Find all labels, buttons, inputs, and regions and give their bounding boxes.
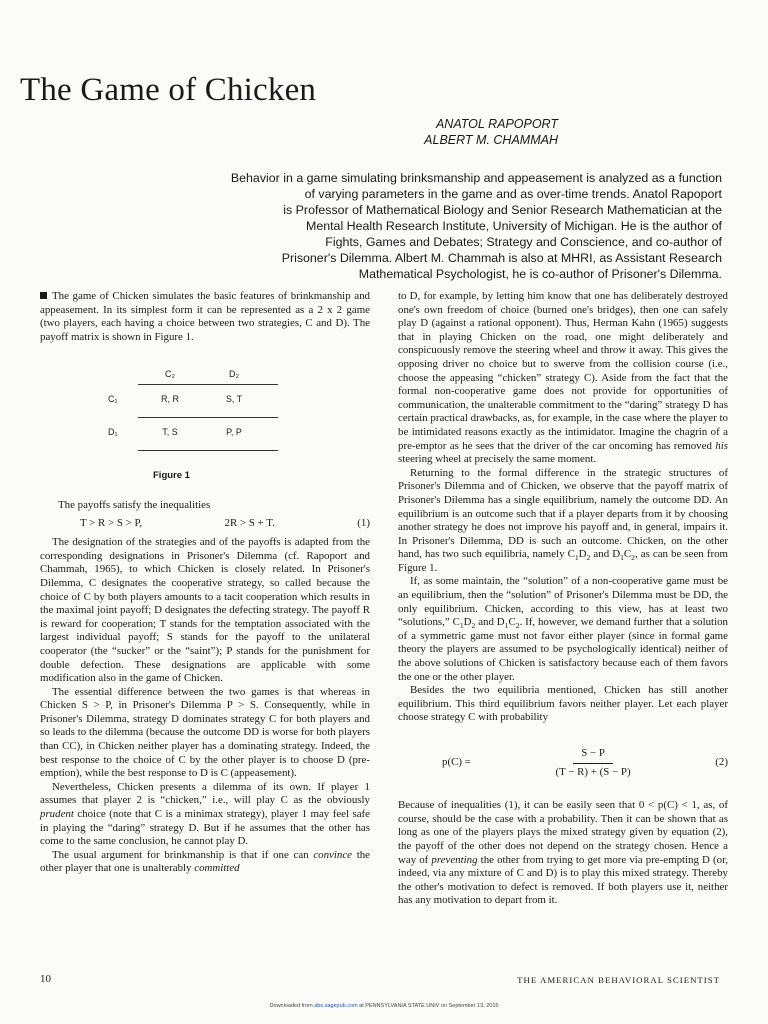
paragraph-nevertheless: Nevertheless, Chicken presents a dilemma of its own. If player 1 assumes that player 2 is “chicken,” i.e., will play C as the obviously prudent choice (note that C is a minimax strategy), player 1 may feel safe in playing the “daring” strategy D. But if he assumes that the other has come to the same conclusion, he cannot play D.	[40, 780, 370, 848]
paragraph-besides: Besides the two equilibria mentioned, Chicken has still another equilibrium. This third equilibrium favors neither player. Let each player choose strategy C with probability	[398, 684, 728, 724]
matrix-row	[100, 385, 275, 417]
figure-caption: Figure 1	[153, 470, 190, 482]
matrix-row	[100, 418, 275, 450]
journal-name: THE AMERICAN BEHAVIORAL SCIENTIST	[517, 975, 720, 985]
abstract-line: Prisoner's Dilemma. Albert M. Chammah is also at MHRI, as Assistant Research	[281, 251, 722, 265]
author-block	[258, 116, 558, 148]
abstract-line: Mathematical Psychologist, he is co-author of Prisoner's Dilemma.	[358, 267, 722, 281]
equation-2-lhs: p(C) =	[442, 756, 471, 769]
equation-2-number: (2)	[715, 756, 728, 769]
intro-text: The game of Chicken simulates the basic features of brinkmanship and appeasement. In its simplest form it can be represented as a 2 x 2 game (two players, each having a choice between two strategies, C and D). The payoff matrix is shown in Figure 1.	[40, 290, 370, 343]
matrix-cell: R, R	[161, 394, 179, 405]
abstract-line: Behavior in a game simulating brinksmanship and appeasement is analyzed as a function	[230, 171, 722, 185]
equation-2-fraction	[556, 747, 631, 779]
equation-1-left: T > R > S > P,	[80, 516, 143, 529]
paragraph-difference: The essential difference between the two games is that whereas in Chicken S > P, in Prisoner's Dilemma P > S. Consequently, while in Prisoner's Dilemma, strategy D dominates strategy C for both players and so leads to the dilemma (because the outcome DD is worse for both players than CC), in Chicken neither player has a dominating strategy. Indeed, the best response to the choice of C by the other player is to choose D (pre-emption), while the best response to D is C (appeasement).	[40, 685, 370, 780]
equation-2-denominator: (T − R) + (S − P)	[555, 765, 631, 778]
matrix-rule	[138, 450, 278, 451]
right-column	[398, 290, 728, 908]
author-name: ALBERT M. CHAMMAH	[424, 133, 558, 147]
paragraph-some-maintain: If, as some maintain, the “solution” of a non-cooperative game must be an equilibrium, then the “solution” of Prisoner's Dilemma must be DD, the only equilibrium. Chicken, according to this view, has at least two “solutions,” $C_1D_2$ and $D_1C_2$. If, however, we demand further that a solution of a symmetric game must not favor either player (since in formal game theory the players are assumed to be psychologically identical) neither of the above solutions of Chicken is satisfactory because each of them favors the one or the other player.	[398, 575, 728, 683]
paragraph-returning: Returning to the formal difference in the strategic structures of Prisoner's Dilemma and of Chicken, we observe that the payoff matrix of Prisoner's Dilemma has a single equilibrium, namely the outcome DD. An equilibrium is an outcome such that if a player departs from it by choosing another strategy he does not improve his payoff and, in general, impairs it. In Prisoner's Dilemma, DD is such an outcome. Chicken, on the other hand, has two such equilibria, namely $C_1D_2$ and $D_1C_2$, as can be seen from Figure 1.	[398, 466, 728, 574]
abstract-line: of varying parameters in the game and as over-time trends. Anatol Rapoport	[304, 187, 722, 201]
matrix-cell: P, P	[226, 427, 242, 438]
payoff-matrix-figure	[100, 360, 275, 451]
abstract-line: Mental Health Research Institute, University of Michigan. He is the author of	[306, 219, 722, 233]
page-number: 10	[40, 973, 51, 985]
matrix-cell: T, S	[162, 427, 178, 438]
equation-1-middle: 2R > S + T.	[224, 516, 275, 529]
equation-2-numerator: S − P	[573, 747, 613, 764]
paragraph-because: Because of inequalities (1), it can be easily seen that 0 < p(C) < 1, as, of course, should be the case with a probability. Then it can be shown that as long as one of the players plays the mixed strategy given by equation (2), the payoff of the other does not depend on the strategy chosen. Hence a way of preventing the other from trying to get more via pre-empting D (or, indeed, via any mixture of C and D) is to play this mixed strategy. Thereby the other's motivation to defect is removed. If both players use it, neither has any motivation to depart from it.	[398, 799, 728, 907]
abstract	[150, 170, 722, 282]
paragraph-usual-argument: The usual argument for brinkmanship is that if one can convince the other player that one is unalterably committed	[40, 848, 370, 875]
equation-1	[40, 513, 370, 537]
download-notice: Downloaded from abs.sagepub.com at PENNSYLVANIA STATE UNIV on September 13, 2016	[269, 1003, 499, 1009]
matrix-col-header: C₂	[165, 369, 175, 380]
download-link[interactable]: abs.sagepub.com	[314, 1003, 358, 1009]
abstract-line: is Professor of Mathematical Biology and Senior Research Mathematician at the	[283, 203, 722, 217]
matrix-row-label: C₁	[108, 394, 118, 405]
section-marker-icon	[40, 292, 47, 299]
matrix-col-header: D₂	[229, 369, 239, 380]
matrix-cell: S, T	[225, 394, 243, 405]
equation-1-number: (1)	[357, 516, 370, 529]
paragraph-designation: The designation of the strategies and of the payoffs is adapted from the corresponding designations in Prisoner's Dilemma (cf. Rapoport and Chammah, 1965), to which Chicken is closely related. In Prisoner's Dilemma, C designates the cooperative strategy, so called because the choice of C by both players amounts to a tacit cooperation which results in the maximal joint payoff; D designates the defecting strategy. The payoff R is reward for cooperation; T stands for the temptation associated with the largest individual payoff; S stands for the payoff to the unilateral cooperator (the “sucker” or the “saint”); P stands for the punishment for double defection. These designations are applicable with some modification also in the game of Chicken.	[40, 536, 370, 685]
inequality-intro: The payoffs satisfy the inequalities	[58, 498, 211, 511]
equation-2	[442, 747, 728, 779]
paragraph-continued: to D, for example, by letting him know that one has deliberately destroyed one's own freedom of choice (burned one's bridges), then one can safely play D (against a rational opponent). Thus, Herman Kahn (1965) suggests that in playing Chicken on the road, one might deliberately and conspicuously remove the steering wheel and throw it away. This gives the opposing driver no choice but to swerve from the collision course (i.e., choose the appeasing “chicken” strategy C). Aside from the fact that the formal non-cooperative game does not provide for opportunities of communication, the unalterable commitment to the “daring” strategy D has certain practical drawbacks, as, for example, in the case where the player to be intimidated reasons exactly as the intimidator. Imagine the chagrin of a pre-emptor as he sees that the driver of the car oncoming has removed his steering wheel at precisely the same moment.	[398, 290, 728, 466]
author-name: ANATOL RAPOPORT	[435, 117, 558, 131]
article-title: The Game of Chicken	[20, 72, 317, 109]
abstract-line: Fights, Games and Debates; Strategy and Conscience, and co-author of	[325, 235, 722, 249]
intro-paragraph	[40, 290, 370, 344]
matrix-header-row	[100, 360, 275, 384]
matrix-row-label: D₁	[108, 427, 118, 438]
left-column	[40, 290, 370, 876]
